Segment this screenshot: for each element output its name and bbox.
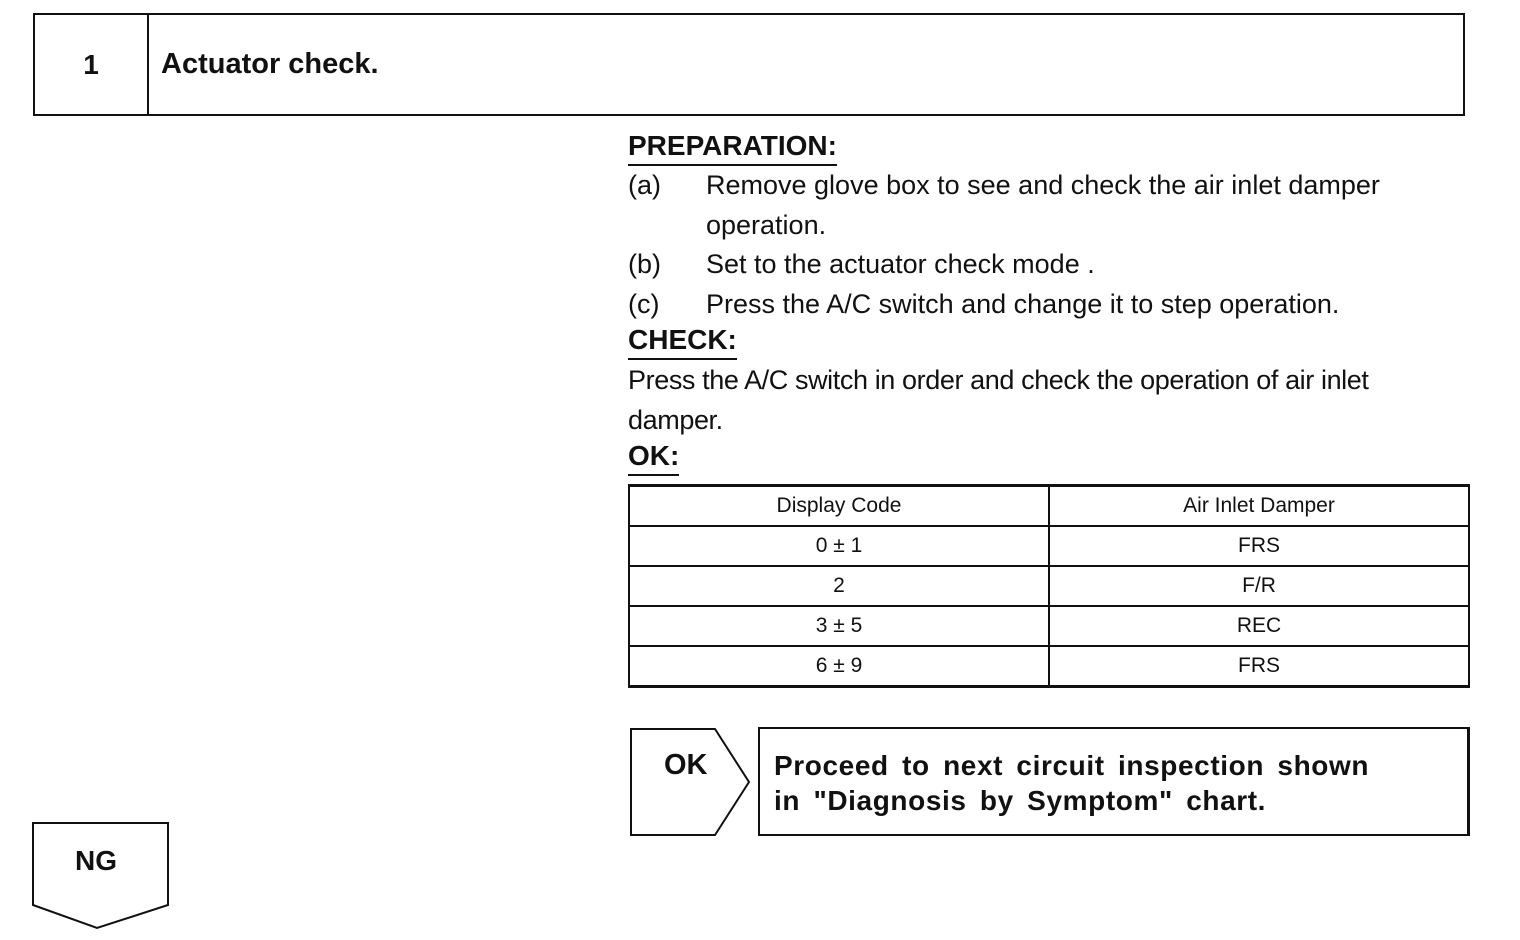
item-text: Remove glove box to see and check the air inlet damper operation. bbox=[706, 170, 1380, 240]
table-cell: 0 ± 1 bbox=[629, 526, 1049, 566]
item-text: Press the A/C switch and change it to step operation. bbox=[706, 288, 1340, 319]
item-marker: (a) bbox=[628, 170, 661, 200]
item-text: Set to the actuator check mode . bbox=[706, 249, 1095, 279]
preparation-item bbox=[628, 285, 1470, 325]
ok-arrow-flag-icon bbox=[630, 727, 752, 837]
column-header: Air Inlet Damper bbox=[1049, 486, 1469, 527]
table-cell: 3 ± 5 bbox=[629, 606, 1049, 646]
step-content bbox=[628, 130, 1470, 688]
table-row bbox=[629, 646, 1469, 687]
table-cell: REC bbox=[1049, 606, 1469, 646]
check-heading: CHECK: bbox=[628, 324, 737, 360]
table-cell: FRS bbox=[1049, 646, 1469, 687]
ok-result-box bbox=[758, 727, 1470, 836]
ng-result-label: NG bbox=[75, 845, 117, 876]
step-header bbox=[33, 13, 1465, 116]
column-header: Display Code bbox=[629, 486, 1049, 527]
ok-result-label: OK bbox=[664, 749, 708, 781]
item-marker: (c) bbox=[628, 288, 660, 319]
table-row bbox=[629, 606, 1469, 646]
preparation-item bbox=[628, 245, 1470, 285]
table-cell: F/R bbox=[1049, 566, 1469, 606]
preparation-heading: PREPARATION: bbox=[628, 130, 837, 166]
table-row bbox=[629, 566, 1469, 606]
preparation-list bbox=[628, 166, 1470, 324]
table-row bbox=[629, 526, 1469, 566]
table-cell: 2 bbox=[629, 566, 1049, 606]
preparation-item bbox=[628, 166, 1470, 245]
table-cell: 6 ± 9 bbox=[629, 646, 1049, 687]
check-text: Press the A/C switch in order and check the operation of air inlet damper. bbox=[628, 365, 1369, 435]
step-number: 1 bbox=[35, 15, 149, 114]
ok-heading: OK: bbox=[628, 440, 679, 476]
table-header-row bbox=[629, 486, 1469, 527]
ok-result-text-line: in "Diagnosis by Symptom" chart. bbox=[774, 785, 1267, 816]
ok-criteria-table bbox=[628, 484, 1470, 688]
table-cell: FRS bbox=[1049, 526, 1469, 566]
item-marker: (b) bbox=[628, 249, 661, 279]
ok-result-text-line: Proceed to next circuit inspection shown bbox=[774, 750, 1370, 781]
step-title: Actuator check. bbox=[161, 48, 379, 80]
